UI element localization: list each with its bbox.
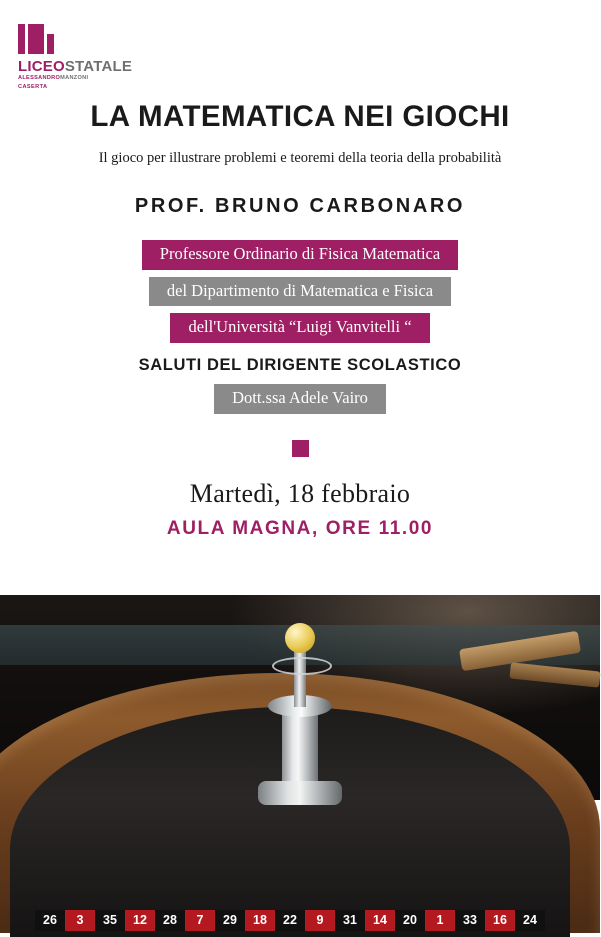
logo-text <box>18 59 148 90</box>
roulette-number: 16 <box>485 910 515 931</box>
roulette-number: 14 <box>365 910 395 931</box>
greeting-label: SALUTI DEL DIRIGENTE SCOLASTICO <box>138 355 462 374</box>
logo-subtitle-first: ALESSANDRO <box>18 75 61 81</box>
roulette-numbers <box>10 885 570 931</box>
roulette-number: 12 <box>125 910 155 931</box>
roulette-number: 3 <box>65 910 95 931</box>
logo-city: CASERTA <box>18 83 48 90</box>
logo-title-liceo: LICEO <box>18 58 65 75</box>
logo-marks <box>18 20 148 54</box>
logo-title-statale: STATALE <box>64 58 133 75</box>
school-logo <box>18 20 148 90</box>
greeting-name-wrap <box>0 384 600 414</box>
roulette-number: 9 <box>305 910 335 931</box>
affiliation-band: del Dipartimento di Matematica e Fisica <box>149 277 451 307</box>
roulette-number: 28 <box>155 910 185 931</box>
event-date: Martedì, 18 febbraio <box>189 478 411 508</box>
roulette-number: 26 <box>35 910 65 931</box>
logo-bar-icon <box>28 24 44 54</box>
logo-title <box>18 59 148 74</box>
logo-subtitle <box>18 76 148 82</box>
decorative-square-icon <box>292 440 309 457</box>
logo-bar-icon <box>47 34 54 54</box>
roulette-hub-base <box>258 781 342 805</box>
affiliation-band: Professore Ordinario di Fisica Matematica <box>142 240 458 270</box>
logo-subtitle-second: MANZONI <box>60 75 89 81</box>
roulette-number: 33 <box>455 910 485 931</box>
affiliation-bands <box>0 240 600 343</box>
greeting-name: Dott.ssa Adele Vairo <box>214 384 386 414</box>
event-place: AULA MAGNA, ORE 11.00 <box>166 517 434 539</box>
roulette-photo <box>0 595 600 927</box>
roulette-number: 24 <box>515 910 545 931</box>
roulette-number: 22 <box>275 910 305 931</box>
roulette-number: 18 <box>245 910 275 931</box>
roulette-ring <box>272 657 332 675</box>
affiliation-band: dell'Università “Luigi Vanvitelli “ <box>170 313 429 343</box>
roulette-number: 35 <box>95 910 125 931</box>
page-title: LA MATEMATICA NEI GIOCHI <box>90 100 510 133</box>
roulette-number: 29 <box>215 910 245 931</box>
roulette-knob-icon <box>285 623 315 653</box>
speaker-name: PROF. BRUNO CARBONARO <box>134 195 466 217</box>
roulette-number: 20 <box>395 910 425 931</box>
roulette-number: 7 <box>185 910 215 931</box>
roulette-number: 31 <box>335 910 365 931</box>
logo-bar-icon <box>18 24 25 54</box>
roulette-number: 1 <box>425 910 455 931</box>
roulette-knob-stem <box>294 647 306 707</box>
poster-subtitle: Il gioco per illustrare problemi e teoremi della teoria della probabilità <box>98 150 502 166</box>
poster-content <box>0 100 600 540</box>
